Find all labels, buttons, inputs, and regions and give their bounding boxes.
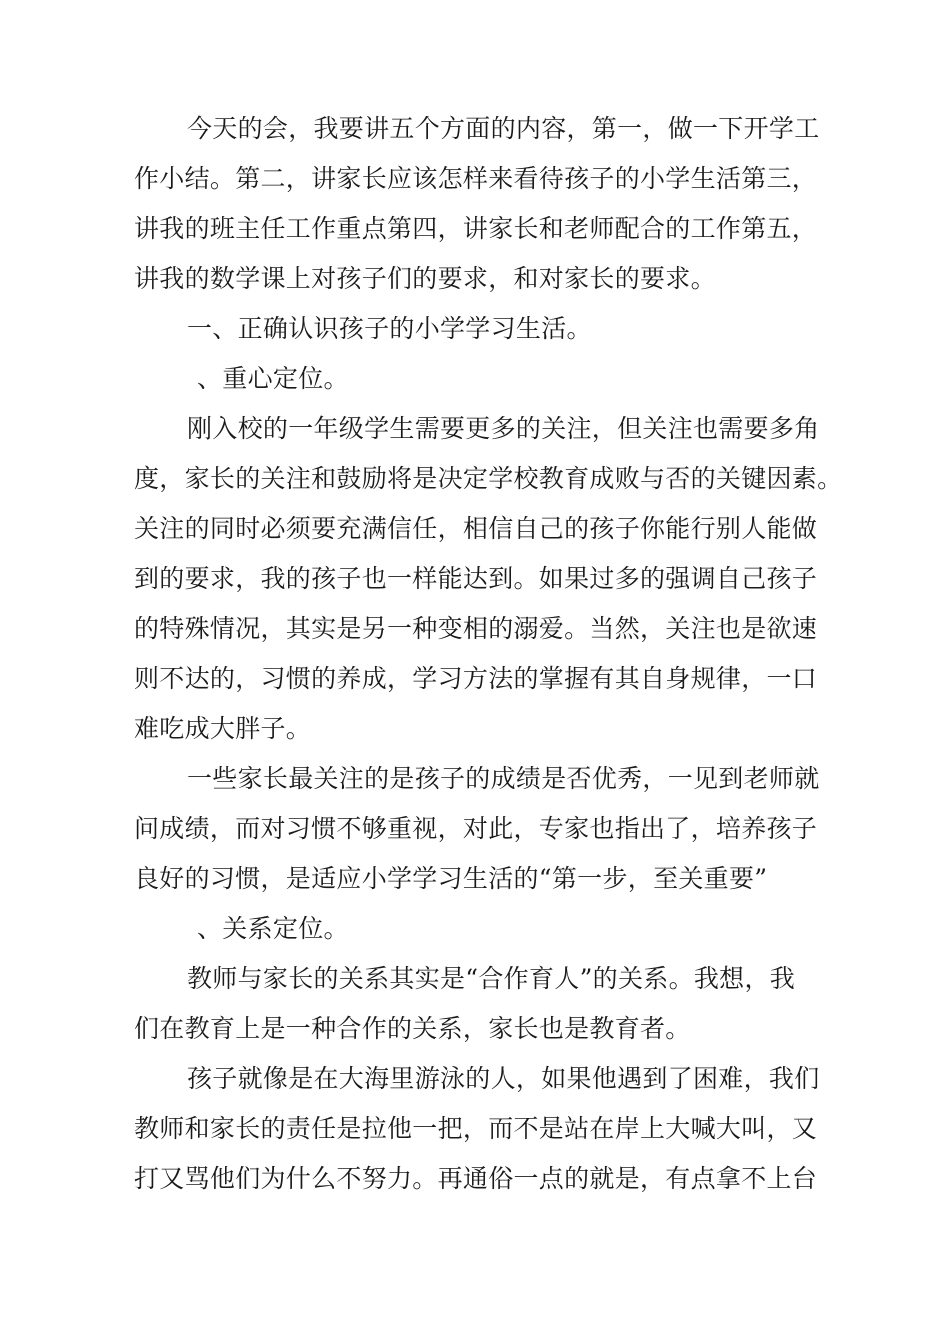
text-line: 们在教育上是一种合作的关系，家长也是教育者。 [134, 1014, 691, 1043]
subsection-heading: 、关系定位。 [197, 914, 349, 943]
text-line: 度，家长的关注和鼓励将是决定学校教育成败与否的关键因素。 [134, 464, 843, 493]
text-line: 良好的习惯，是适应小学学习生活的“第一步，至关重要” [134, 864, 768, 893]
text-line: 教师与家长的关系其实是“合作育人”的关系。我想，我 [187, 964, 796, 993]
subsection-heading: 、重心定位。 [197, 364, 349, 393]
text-line: 作小结。第二，讲家长应该怎样来看待孩子的小学生活第三， [134, 164, 818, 193]
section-heading: 一、正确认识孩子的小学学习生活。 [187, 314, 592, 343]
text-line: 一些家长最关注的是孩子的成绩是否优秀，一见到老师就 [187, 764, 820, 793]
text-line: 讲我的数学课上对孩子们的要求，和对家长的要求。 [134, 264, 716, 293]
text-line: 刚入校的一年级学生需要更多的关注，但关注也需要多角 [187, 414, 820, 443]
text-line: 到的要求，我的孩子也一样能达到。如果过多的强调自己孩子 [134, 564, 818, 593]
text-line: 打又骂他们为什么不努力。再通俗一点的就是，有点拿不上台 [134, 1164, 818, 1193]
text-line: 的特殊情况，其实是另一种变相的溺爱。当然，关注也是欲速 [134, 614, 818, 643]
text-line: 难吃成大胖子。 [134, 714, 312, 743]
text-line: 关注的同时必须要充满信任，相信自己的孩子你能行别人能做 [134, 514, 818, 543]
text-line: 孩子就像是在大海里游泳的人，如果他遇到了困难，我们 [187, 1064, 820, 1093]
text-line: 教师和家长的责任是拉他一把，而不是站在岸上大喊大叫，又 [134, 1114, 818, 1143]
text-line: 讲我的班主任工作重点第四，讲家长和老师配合的工作第五， [134, 214, 818, 243]
text-line: 则不达的，习惯的养成，学习方法的掌握有其自身规律，一口 [134, 664, 818, 693]
text-line: 问成绩，而对习惯不够重视，对此，专家也指出了，培养孩子 [134, 814, 818, 843]
text-line: 今天的会，我要讲五个方面的内容，第一，做一下开学工 [187, 114, 820, 143]
